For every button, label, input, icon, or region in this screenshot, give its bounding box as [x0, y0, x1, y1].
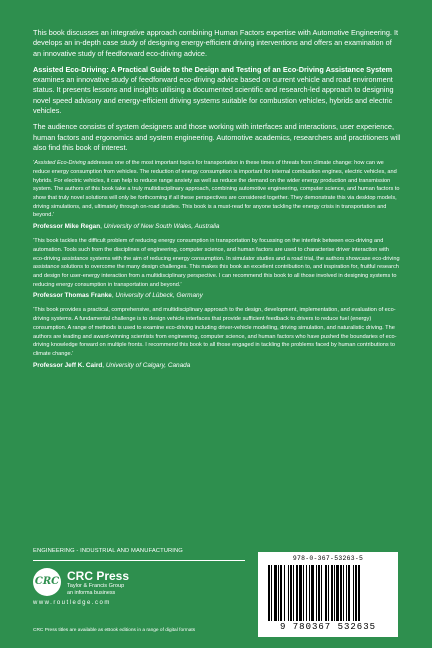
- endorser-name: Professor Mike Regan: [33, 223, 101, 231]
- barcode-bar: [274, 565, 277, 621]
- endorser-affiliation: University of New South Wales, Australia: [103, 223, 220, 231]
- barcode-bar: [271, 565, 272, 621]
- barcode-bar: [346, 565, 347, 621]
- isbn-digits: 9 780367 532635: [279, 622, 376, 632]
- divider: [33, 560, 245, 561]
- barcode-bar: [316, 565, 317, 621]
- publisher-logo: [33, 568, 233, 608]
- barcode-bar: [296, 565, 298, 621]
- crc-logo-icon: CRC: [33, 568, 61, 596]
- barcode-bar: [288, 565, 289, 621]
- barcode-bar: [306, 565, 307, 621]
- endorsements: [33, 159, 401, 369]
- barcode-bar: [278, 565, 279, 621]
- barcode-bar: [331, 565, 333, 621]
- endorsement-attribution-1: Professor Mike Regan, University of New South Wales, Australia: [33, 223, 220, 231]
- barcode-bar: [284, 565, 285, 621]
- barcode-bar: [355, 565, 357, 621]
- publisher-website: www.routledge.com: [33, 600, 111, 606]
- endorser-affiliation: University of Lübeck, Germany: [115, 292, 203, 300]
- barcode-bar: [309, 565, 310, 621]
- barcode-bar: [325, 565, 327, 621]
- cover-content: [33, 28, 401, 376]
- intro-paragraph-3: The audience consists of system designers and those working with interfaces and interactions, user experience, human factors and ergonomics and system engineering. Automotive academics, researchers and practitioners will also find this book of interest.: [33, 122, 401, 152]
- barcode-bar: [348, 565, 350, 621]
- endorser-name: Professor Thomas Franke: [33, 292, 112, 300]
- isbn-text: 978-0-367-53263-5: [292, 555, 364, 562]
- ebook-note: CRC Press titles are available as eBook editions in a range of digital formats: [33, 628, 196, 633]
- endorsement-quote-2: ‘This book tackles the difficult problem of reducing energy consumption in transportation by focussing on the interlink between eco-driving and automation. Tools such from the disciplines of engineering, computer science, and human factors are used to characterise driver interaction with eco-driving assistance systems with the aim of reducing energy consumption. In simulator studies and a road trial, the authors showcase eco-driving assistance solutions to overcome the many design challenges. This makes this book an excellent contribution to, and inspiration for, fruitful research and design for user-energy interaction from a multidisciplinary perspective. I can recommend this book to all those involved in designing systems to reducing energy consumption in transportation and beyond.’: [33, 238, 400, 288]
- barcode-bar: [280, 565, 282, 621]
- intro-paragraph-2: [33, 65, 401, 116]
- barcode-bar: [293, 565, 294, 621]
- intro-paragraph-2-text: examines an innovative study of feedforward eco-driving advice based on current vehicle and road environment status. It presents lessons and insights utilising a documented scientific and research-led approach to designing novel speed advisory and energy-efficient driving systems suitable for combustion vehicles, hybrids and electric vehicles.: [33, 75, 394, 116]
- book-title: Assisted Eco-Driving: A Practical Guide to the Design and Testing of an Eco-Driving Assistance System: [33, 64, 393, 74]
- endorsement-quote-1: ‘Assisted Eco-Driving addresses one of the most important topics for transportation in these times of threats from climate change: how can we reduce energy consumption from vehicles. The reduction of energy consumption is important for internal combustion engines, electric vehicles, and hybrids. For electric vehicles, it can help to reduce range anxiety as well as reduce the demand on the wider energy production and transmission system. The authors of this book take a truly multidisciplinary approach, combining automotive engineering, computer science, and human factors to show that truly novel solutions will only be forthcoming if all these perspectives are considered together. They demonstrate this via desktop models, driving simulations, and, ultimately through on-road studies. This book is a must-read for anyone tackling the energy crisis in transportation and beyond.’: [33, 160, 400, 219]
- endorser-affiliation: University of Calgary, Canada: [105, 361, 191, 369]
- barcode-bar: [303, 565, 304, 621]
- publisher-name: CRC Press: [67, 569, 130, 583]
- endorsement-attribution-3: Professor Jeff K. Caird, University of Calgary, Canada: [33, 361, 191, 369]
- endorsement-attribution-2: Professor Thomas Franke, University of Lübeck, Germany: [33, 292, 203, 300]
- barcode-bar: [336, 565, 339, 621]
- subject-category: ENGINEERING - INDUSTRIAL AND MANUFACTURING: [33, 548, 183, 554]
- barcode-bar: [343, 565, 344, 621]
- book-description: [33, 28, 401, 153]
- barcode-bar: [318, 565, 320, 621]
- intro-paragraph-1: This book discusses an integrative approach combining Human Factors expertise with Automotive Engineering. It develops an in-depth case study of designing energy-efficient driving interventions and offers an examination of an innovative study of feedforward eco-driving advice.: [33, 28, 399, 58]
- endorser-name: Professor Jeff K. Caird: [33, 361, 103, 369]
- barcode-bar: [290, 565, 292, 621]
- publisher-tagline-2: an informa business: [67, 590, 116, 596]
- barcode-bar: [311, 565, 314, 621]
- publisher-tagline: Taylor & Francis Group: [67, 583, 125, 589]
- barcode-bar: [334, 565, 335, 621]
- endorsement-quote-3: ‘This book provides a practical, comprehensive, and multidisciplinary approach to the design, development, implementation, and evaluation of eco-driving systems. A fundamental challenge is to design vehicle interfaces that provide sufficient feedback to drivers to reduce fuel (energy) consumption. A range of methods is used to examine eco-driving including driver-vehicle modelling, driving simulation, and naturalistic driving. The authors are leading and award-winning scientists from engineering, computer science, and human factors who have pushed the boundaries of eco-driving knowledge forward on multiple fronts. I recommend this book to all those engaged in tackling the problems faced by human contributions to climate change.’: [33, 307, 397, 357]
- barcode-bar: [358, 565, 360, 621]
- barcode-bar: [268, 565, 270, 621]
- book-title-italic: Assisted Eco-Driving: [34, 160, 86, 167]
- barcode-bars: [268, 565, 388, 621]
- barcode-bar: [299, 565, 302, 621]
- isbn-barcode: [258, 552, 398, 637]
- barcode-bar: [340, 565, 342, 621]
- barcode-bar: [328, 565, 329, 621]
- barcode-bar: [353, 565, 354, 621]
- barcode-bar: [321, 565, 322, 621]
